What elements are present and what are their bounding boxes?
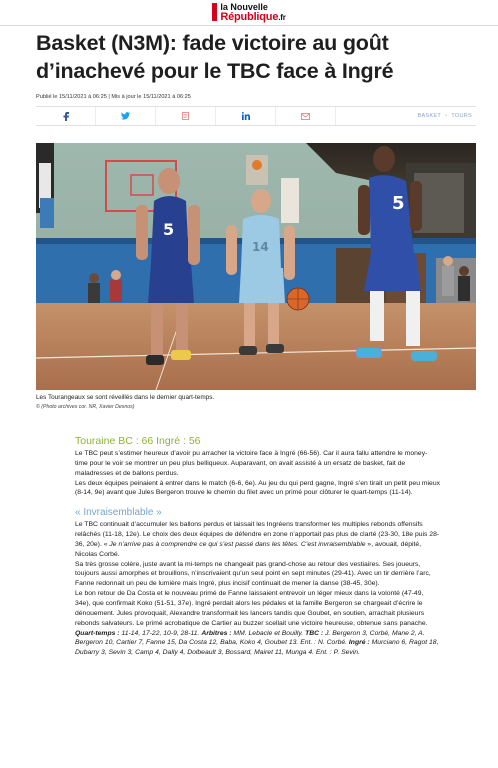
stats-label-tbc: TBC : [305, 629, 324, 637]
paragraph-3 [75, 520, 440, 559]
logo-tld: .fr [278, 12, 286, 22]
paragraph-2: Les deux équipes peinaient à entrer dans le match (6-6, 6e). Au jeu du qui perd gagne, Ingré s’en tirait un petit peu mieux (8-14, 9e) avant que Jules Bergeron trouve le chemin du filet avec un primé pour clôturer le quart-temps (11-14). [75, 479, 441, 497]
paragraph-4: Sa très grosse colère, juste avant la mi-temps ne changeait pas grand-chose au retour des vestiaires. Ses joueurs, toujours aussi amorphes et brouillons, n’inscrivaient qu’un seul point en sept minutes (29-41). Avec un tir derrière l’arc, Fanne redonnait un peu de lumière mais Ingré, plus incisif continuait de mener la danse (38-45, 30e). [75, 560, 431, 588]
share-mail-button[interactable] [276, 107, 336, 125]
match-stats [75, 629, 440, 659]
twitter-icon [121, 112, 130, 120]
photo-caption: Les Tourangeaux se sont réveillés dans le dernier quart-temps. [36, 394, 215, 401]
section-heading-score: Touraine BC : 66 Ingré : 56 [75, 435, 201, 447]
tag-basket[interactable]: BASKET [417, 113, 442, 119]
stats-label-referees: Arbitres : [201, 629, 232, 637]
article-meta: Publié le 15/11/2021 à 06:25 | Mis à jour le 15/11/2021 à 06:25 [36, 94, 191, 100]
paragraph-3-a: Le TBC continuait d’accumuler les ballons perdus et laissait les Ingréens transformer les multiples rebonds offensifs relâchés (11-18, 12e). Le choix des deux équipes de défendre en zone n’apportait pas plus de clarté (23-30, 18e puis 28-36, 20e). « [75, 521, 440, 548]
paragraph-3-quote: Je n’arrive pas à comprendre ce qui s’est passé dans les têtes. C’est invraisemblable [109, 540, 366, 548]
print-icon [182, 112, 189, 120]
stats-tbc: J. Bergeron 3, Corbé, Mane 2, A. Bergeron 10, Cartier 7, Fanne 15, Da Costa 12, Baba, Koko 4, Goubet 13. Ent. : N. Corbé. [75, 629, 425, 647]
paragraph-3-b: », avouait, dépité, Nicolas Corbé. [75, 540, 422, 558]
article-photo[interactable] [36, 143, 476, 390]
jersey-number-center: 14 [252, 240, 269, 254]
share-linkedin-button[interactable] [216, 107, 276, 125]
site-logo[interactable] [204, 1, 294, 23]
masthead [0, 0, 498, 26]
paragraph-1: Le TBC peut s’estimer heureux d’avoir pu arracher la victoire face à Ingré (66-56). Car il aura fallu attendre le money-time pour le voir se montrer un peu plus belliqueux. Auparavant, on avait assisté à un ersatz de basket, fait de maladresses et de ballons perdus. [75, 450, 428, 477]
logo-line1: la Nouvelle [220, 1, 268, 12]
paragraph-5: Le bon retour de Da Costa et le nouveau primé de Fanne laissaient entrevoir un léger mieux dans la volonté (47-49, 34e), que confirmait Koko (51-51, 37e). Ingré perdait alors les pédales et la famille Bergeron se chargeait d’écrire le dénouement. Jules provoquait, Alexandre transformait les lancers tandis que Goubet, en soutien, arrachait plusieurs rebonds salvateurs. Le primé acrobatique de Cartier au buzzer scellait une victoire heureuse, obtenue sans panache. [75, 590, 428, 627]
stats-referees: MM. Lebacle et Bouilly. [231, 629, 306, 637]
stats-label-ingre: Ingré : [348, 639, 370, 647]
photo-credit: © (Photo archives cor. NR, Xavier Desnos) [36, 404, 135, 410]
share-twitter-button[interactable] [96, 107, 156, 125]
stats-label-quarters: Quart-temps : [75, 629, 120, 637]
logo-line2-text: République [220, 10, 279, 23]
logo-text [220, 2, 285, 23]
print-button[interactable] [156, 107, 216, 125]
stats-ingre: Murciano 6, Ragot 18, Dubarry 3, Sevin 3, Camp 4, Dally 4, Dolbeault 3, Bossard, Mairet 11, Munga 4. Ent. : P. Sevin. [75, 639, 439, 657]
tag-separator: • [445, 113, 448, 119]
tag-tours[interactable]: TOURS [451, 113, 472, 119]
stats-quarters: 11-14, 17-22, 10-9, 28-11. [119, 629, 202, 637]
jersey-number-right: 5 [392, 193, 405, 214]
jersey-number-left: 5 [163, 220, 175, 239]
mail-icon [301, 113, 310, 120]
section-heading-quote: « Invraisemblable » [75, 507, 162, 519]
basketball-scene-image [36, 143, 476, 390]
linkedin-icon [242, 112, 250, 120]
logo-mark [212, 3, 217, 21]
share-facebook-button[interactable] [36, 107, 96, 125]
logo-line2 [220, 12, 285, 23]
article-body [75, 434, 440, 658]
article-title: Basket (N3M): fade victoire au goût d’inachevé pour le TBC face à Ingré [36, 31, 394, 83]
facebook-icon [63, 112, 69, 121]
share-bar [36, 106, 476, 126]
article-tags [336, 113, 476, 119]
